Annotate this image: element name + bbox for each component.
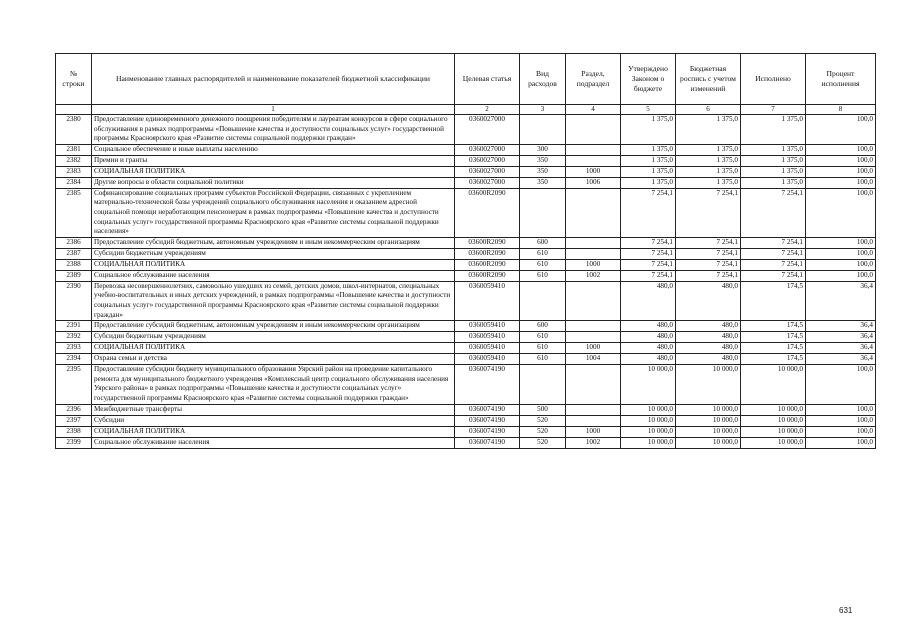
target-article: 0360027000: [455, 166, 520, 177]
executed-amount: 174,5: [741, 321, 806, 332]
approved-amount: 7 254,1: [621, 259, 676, 270]
percent-executed: 100,0: [806, 248, 876, 259]
table-row: [56, 188, 876, 237]
executed-amount: 174,5: [741, 354, 806, 365]
approved-amount: 10 000,0: [621, 426, 676, 437]
percent-executed: 36,4: [806, 332, 876, 343]
target-article: 0360059410: [455, 281, 520, 320]
approved-amount: 480,0: [621, 281, 676, 320]
target-article: 0360074190: [455, 415, 520, 426]
section-code: 1000: [566, 259, 621, 270]
table-row: [56, 354, 876, 365]
expense-type: 500: [520, 404, 566, 415]
budget-schedule-amount: 7 254,1: [676, 270, 741, 281]
table-row: [56, 343, 876, 354]
row-name: Предоставление субсидии бюджету муниципального образования Уярский район на проведение капитального ремонта для муниципального бюджетного учреждения «Комплексный центр социального обслуживания населения Уярского района» в рамках подпрограммы «Повышение качества и доступности социальных услуг» государственной программы Красноярского края «Развитие системы социальной поддержки граждан»: [92, 365, 455, 404]
table-row: [56, 332, 876, 343]
header-target-article: Целевая статья: [455, 54, 520, 105]
page-number: 631: [839, 606, 853, 615]
executed-amount: 1 375,0: [741, 155, 806, 166]
table-row: [56, 415, 876, 426]
section-code: [566, 115, 621, 145]
budget-schedule-amount: 1 375,0: [676, 177, 741, 188]
approved-amount: 7 254,1: [621, 248, 676, 259]
executed-amount: 10 000,0: [741, 365, 806, 404]
row-number: 2399: [56, 437, 92, 448]
budget-schedule-amount: 7 254,1: [676, 188, 741, 237]
percent-executed: 100,0: [806, 365, 876, 404]
header-row: [56, 54, 876, 105]
budget-table: [55, 53, 876, 449]
budget-schedule-amount: 10 000,0: [676, 426, 741, 437]
percent-executed: 100,0: [806, 177, 876, 188]
expense-type: 350: [520, 155, 566, 166]
column-number: 1: [92, 105, 455, 115]
row-number: 2384: [56, 177, 92, 188]
table-row: [56, 115, 876, 145]
budget-schedule-amount: 480,0: [676, 281, 741, 320]
row-name: Социальное обеспечение и иные выплаты населению: [92, 144, 455, 155]
row-name: Премии и гранты: [92, 155, 455, 166]
section-code: [566, 415, 621, 426]
expense-type: 600: [520, 321, 566, 332]
column-number: 5: [621, 105, 676, 115]
budget-schedule-amount: 10 000,0: [676, 415, 741, 426]
row-number: 2387: [56, 248, 92, 259]
target-article: 03600R2090: [455, 237, 520, 248]
header-row-number: № строки: [56, 54, 92, 105]
column-number: 2: [455, 105, 520, 115]
budget-schedule-amount: 1 375,0: [676, 144, 741, 155]
executed-amount: 1 375,0: [741, 177, 806, 188]
row-name: Предоставление субсидий бюджетным, автономным учреждениям и иным некоммерческим организациям: [92, 321, 455, 332]
percent-executed: 36,4: [806, 354, 876, 365]
percent-executed: 100,0: [806, 237, 876, 248]
table-body: [56, 115, 876, 449]
row-name: СОЦИАЛЬНАЯ ПОЛИТИКА: [92, 166, 455, 177]
row-name: Предоставление единовременного денежного поощрения победителям и лауреатам конкурсов в сфере социального обслуживания в рамках подпрограммы «Повышение качества и доступности социальных услуг» государственной программы Красноярского края «Развитие системы социальной поддержки граждан»: [92, 115, 455, 145]
target-article: 03600R2090: [455, 248, 520, 259]
budget-schedule-amount: 480,0: [676, 321, 741, 332]
row-number: 2383: [56, 166, 92, 177]
column-number: 3: [520, 105, 566, 115]
row-number: 2394: [56, 354, 92, 365]
percent-executed: 36,4: [806, 281, 876, 320]
row-name: СОЦИАЛЬНАЯ ПОЛИТИКА: [92, 343, 455, 354]
approved-amount: 10 000,0: [621, 365, 676, 404]
target-article: 0360074190: [455, 404, 520, 415]
row-number: 2398: [56, 426, 92, 437]
section-code: [566, 321, 621, 332]
executed-amount: 7 254,1: [741, 188, 806, 237]
section-code: 1000: [566, 343, 621, 354]
approved-amount: 1 375,0: [621, 155, 676, 166]
row-name: Другие вопросы в области социальной политики: [92, 177, 455, 188]
expense-type: 610: [520, 343, 566, 354]
table-row: [56, 166, 876, 177]
approved-amount: 1 375,0: [621, 177, 676, 188]
header-approved: Утверждено Законом о бюджете: [621, 54, 676, 105]
approved-amount: 480,0: [621, 354, 676, 365]
budget-schedule-amount: 1 375,0: [676, 166, 741, 177]
column-number: 6: [676, 105, 741, 115]
approved-amount: 1 375,0: [621, 144, 676, 155]
target-article: 0360027000: [455, 144, 520, 155]
executed-amount: 10 000,0: [741, 415, 806, 426]
expense-type: 610: [520, 248, 566, 259]
row-number: 2380: [56, 115, 92, 145]
budget-schedule-amount: 7 254,1: [676, 248, 741, 259]
row-number: 2396: [56, 404, 92, 415]
budget-schedule-amount: 10 000,0: [676, 437, 741, 448]
column-number-row: [56, 105, 876, 115]
target-article: 03600R2090: [455, 259, 520, 270]
budget-schedule-amount: 10 000,0: [676, 404, 741, 415]
row-number: 2397: [56, 415, 92, 426]
row-name: СОЦИАЛЬНАЯ ПОЛИТИКА: [92, 259, 455, 270]
row-number: 2395: [56, 365, 92, 404]
target-article: 0360059410: [455, 332, 520, 343]
percent-executed: 100,0: [806, 188, 876, 237]
budget-schedule-amount: 1 375,0: [676, 155, 741, 166]
header-percent: Процент исполнения: [806, 54, 876, 105]
budget-schedule-amount: 1 375,0: [676, 115, 741, 145]
target-article: 0360074190: [455, 437, 520, 448]
executed-amount: 174,5: [741, 281, 806, 320]
section-code: [566, 404, 621, 415]
target-article: 0360059410: [455, 354, 520, 365]
target-article: 0360027000: [455, 155, 520, 166]
row-number: 2393: [56, 343, 92, 354]
budget-schedule-amount: 7 254,1: [676, 259, 741, 270]
percent-executed: 100,0: [806, 415, 876, 426]
approved-amount: 10 000,0: [621, 415, 676, 426]
approved-amount: 480,0: [621, 321, 676, 332]
approved-amount: 10 000,0: [621, 437, 676, 448]
column-number: 4: [566, 105, 621, 115]
percent-executed: 36,4: [806, 343, 876, 354]
row-name: Софинансирование социальных программ субъектов Российской Федерации, связанных с укреплением материально-технической базы учреждений социального обслуживания населения и оказанием адресной социальной помощи неработающим пенсионерам в рамках подпрограммы «Повышение качества и доступности социальных услуг» государственной программы Красноярского края «Развитие системы социальной поддержки населения»: [92, 188, 455, 237]
percent-executed: 100,0: [806, 115, 876, 145]
budget-schedule-amount: 7 254,1: [676, 237, 741, 248]
executed-amount: 7 254,1: [741, 270, 806, 281]
header-section: Раздел, подраздел: [566, 54, 621, 105]
percent-executed: 36,4: [806, 321, 876, 332]
expense-type: 350: [520, 177, 566, 188]
row-name: СОЦИАЛЬНАЯ ПОЛИТИКА: [92, 426, 455, 437]
column-number: [56, 105, 92, 115]
approved-amount: 480,0: [621, 332, 676, 343]
approved-amount: 1 375,0: [621, 115, 676, 145]
target-article: 03600R2090: [455, 188, 520, 237]
table-row: [56, 437, 876, 448]
approved-amount: 480,0: [621, 343, 676, 354]
section-code: [566, 365, 621, 404]
executed-amount: 174,5: [741, 332, 806, 343]
table-row: [56, 281, 876, 320]
section-code: [566, 248, 621, 259]
header-budget-schedule: Бюджетная роспись с учетом изменений: [676, 54, 741, 105]
executed-amount: 1 375,0: [741, 144, 806, 155]
expense-type: 610: [520, 259, 566, 270]
percent-executed: 100,0: [806, 144, 876, 155]
expense-type: 520: [520, 426, 566, 437]
executed-amount: 7 254,1: [741, 248, 806, 259]
budget-schedule-amount: 480,0: [676, 343, 741, 354]
row-name: Межбюджетные трансферты: [92, 404, 455, 415]
column-number: 7: [741, 105, 806, 115]
table-row: [56, 237, 876, 248]
section-code: 1000: [566, 426, 621, 437]
section-code: [566, 188, 621, 237]
table-row: [56, 321, 876, 332]
table-row: [56, 248, 876, 259]
approved-amount: 1 375,0: [621, 166, 676, 177]
header-expense-type: Вид расходов: [520, 54, 566, 105]
executed-amount: 7 254,1: [741, 259, 806, 270]
section-code: 1002: [566, 270, 621, 281]
table-row: [56, 155, 876, 166]
percent-executed: 100,0: [806, 437, 876, 448]
section-code: [566, 144, 621, 155]
expense-type: 300: [520, 144, 566, 155]
row-name: Социальное обслуживание населения: [92, 437, 455, 448]
percent-executed: 100,0: [806, 259, 876, 270]
table-row: [56, 177, 876, 188]
expense-type: 520: [520, 415, 566, 426]
section-code: 1002: [566, 437, 621, 448]
executed-amount: 10 000,0: [741, 437, 806, 448]
row-number: 2391: [56, 321, 92, 332]
row-number: 2388: [56, 259, 92, 270]
executed-amount: 1 375,0: [741, 115, 806, 145]
row-name: Социальное обслуживание населения: [92, 270, 455, 281]
expense-type: 610: [520, 270, 566, 281]
section-code: [566, 155, 621, 166]
budget-schedule-amount: 480,0: [676, 332, 741, 343]
expense-type: 520: [520, 437, 566, 448]
row-number: 2392: [56, 332, 92, 343]
target-article: 0360059410: [455, 321, 520, 332]
expense-type: 610: [520, 354, 566, 365]
expense-type: [520, 281, 566, 320]
executed-amount: 7 254,1: [741, 237, 806, 248]
expense-type: 600: [520, 237, 566, 248]
target-article: 0360074190: [455, 426, 520, 437]
expense-type: 350: [520, 166, 566, 177]
table-row: [56, 365, 876, 404]
percent-executed: 100,0: [806, 166, 876, 177]
column-number: 8: [806, 105, 876, 115]
target-article: 0360059410: [455, 343, 520, 354]
target-article: 03600R2090: [455, 270, 520, 281]
budget-schedule-amount: 480,0: [676, 354, 741, 365]
section-code: [566, 237, 621, 248]
target-article: 0360027000: [455, 177, 520, 188]
table-row: [56, 259, 876, 270]
approved-amount: 10 000,0: [621, 404, 676, 415]
table-row: [56, 426, 876, 437]
row-name: Субсидии бюджетным учреждениям: [92, 248, 455, 259]
header-executed: Исполнено: [741, 54, 806, 105]
table-row: [56, 144, 876, 155]
header-name: Наименование главных распорядителей и наименование показателей бюджетной классификации: [92, 54, 455, 105]
table-row: [56, 404, 876, 415]
row-number: 2389: [56, 270, 92, 281]
percent-executed: 100,0: [806, 426, 876, 437]
row-number: 2381: [56, 144, 92, 155]
approved-amount: 7 254,1: [621, 270, 676, 281]
target-article: 0360074190: [455, 365, 520, 404]
expense-type: [520, 365, 566, 404]
budget-schedule-amount: 10 000,0: [676, 365, 741, 404]
executed-amount: 1 375,0: [741, 166, 806, 177]
target-article: 0360027000: [455, 115, 520, 145]
expense-type: [520, 115, 566, 145]
expense-type: 610: [520, 332, 566, 343]
row-name: Предоставление субсидий бюджетным, автономным учреждениям и иным некоммерческим организациям: [92, 237, 455, 248]
row-name: Перевозка несовершеннолетних, самовольно ушедших из семей, детских домов, школ-интернатов, специальных учебно-воспитательных и иных детских учреждений, в рамках подпрограммы «Повышение качества и доступности социальных услуг» государственной программы Красноярского края «Развитие системы социальной поддержки граждан»: [92, 281, 455, 320]
row-name: Субсидии бюджетным учреждениям: [92, 332, 455, 343]
executed-amount: 174,5: [741, 343, 806, 354]
section-code: 1006: [566, 177, 621, 188]
row-number: 2382: [56, 155, 92, 166]
executed-amount: 10 000,0: [741, 426, 806, 437]
section-code: 1004: [566, 354, 621, 365]
row-name: Субсидии: [92, 415, 455, 426]
row-number: 2390: [56, 281, 92, 320]
percent-executed: 100,0: [806, 404, 876, 415]
percent-executed: 100,0: [806, 270, 876, 281]
table-row: [56, 270, 876, 281]
section-code: [566, 332, 621, 343]
section-code: 1000: [566, 166, 621, 177]
expense-type: [520, 188, 566, 237]
executed-amount: 10 000,0: [741, 404, 806, 415]
row-name: Охрана семьи и детства: [92, 354, 455, 365]
approved-amount: 7 254,1: [621, 188, 676, 237]
percent-executed: 100,0: [806, 155, 876, 166]
approved-amount: 7 254,1: [621, 237, 676, 248]
section-code: [566, 281, 621, 320]
row-number: 2386: [56, 237, 92, 248]
row-number: 2385: [56, 188, 92, 237]
